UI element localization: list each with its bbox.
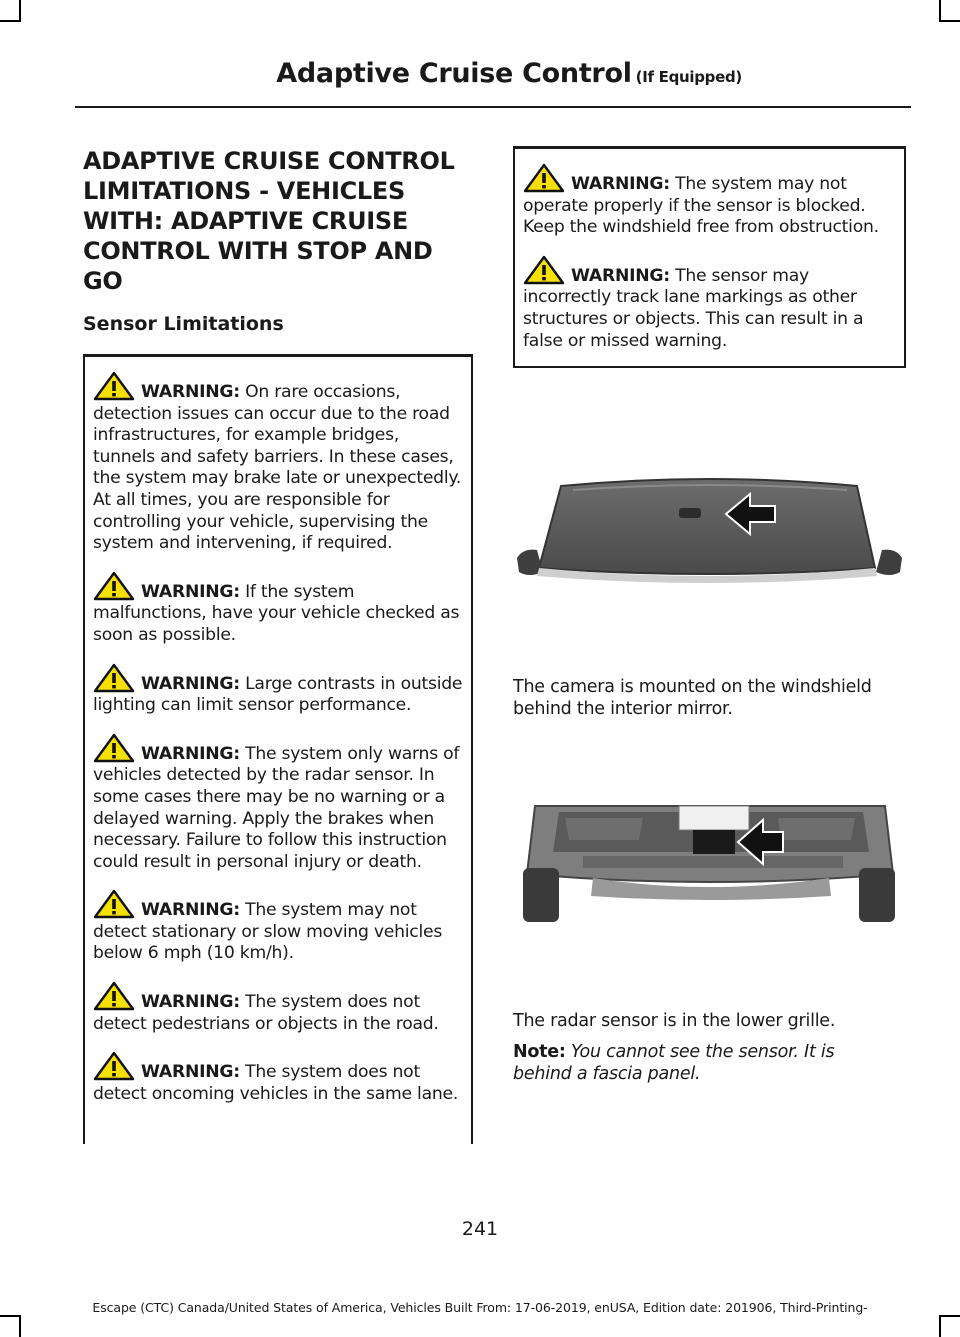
right-warning-box	[513, 146, 906, 368]
crop-mark	[939, 0, 941, 22]
warning-label: WARNING:	[571, 174, 670, 194]
warning-label: WARNING:	[141, 581, 240, 602]
note	[513, 1042, 873, 1085]
warning-text: The system does not detect pedestrians or objects in the road.	[93, 992, 439, 1034]
warning-label: WARNING:	[141, 743, 240, 764]
warning-text: On rare occasions, detection issues can occur due to the road infrastructures, for example bridges, tunnels and safety barriers. In these cases, the system may brake late or unexpectedly. At all times, you are responsible for controlling your vehicle, supervising the system and intervening, if required.	[93, 382, 462, 554]
crop-mark	[939, 20, 960, 22]
warning-item	[93, 733, 463, 874]
crop-mark	[939, 1315, 960, 1317]
warning-item	[93, 1051, 463, 1105]
warning-label: WARNING:	[141, 900, 240, 921]
warning-triangle-icon	[93, 371, 135, 401]
warning-label: WARNING:	[141, 382, 240, 402]
warning-triangle-icon	[93, 663, 135, 693]
windshield-camera-illustration	[513, 468, 906, 588]
warning-item	[93, 663, 463, 717]
header-divider	[75, 106, 911, 108]
warning-label: WARNING:	[141, 673, 240, 694]
crop-mark	[0, 1315, 21, 1317]
warning-item	[93, 981, 463, 1035]
warning-text: The system may not detect stationary or slow moving vehicles below 6 mph (10 km/h).	[93, 900, 443, 964]
warning-item	[93, 371, 463, 555]
warning-triangle-icon	[93, 981, 135, 1011]
warning-triangle-icon	[93, 733, 135, 763]
note-text: You cannot see the sensor. It is behind a fascia panel.	[513, 1042, 835, 1084]
warning-text: The system may not operate properly if the sensor is blocked. Keep the windshield free from obstruction.	[523, 174, 879, 238]
warning-text: The system only warns of vehicles detected by the radar sensor. In some cases there may be no warning or a delayed warning. Apply the brakes when necessary. Failure to follow this instruction could result in personal injury or death.	[93, 743, 460, 872]
radar-caption: The radar sensor is in the lower grille.	[513, 1011, 836, 1031]
right-column	[513, 146, 906, 368]
page-header	[276, 58, 742, 89]
warning-text: Large contrasts in outside lighting can limit sensor performance.	[93, 673, 463, 716]
warning-triangle-icon	[93, 571, 135, 601]
warning-triangle-icon	[93, 889, 135, 919]
crop-mark	[19, 1315, 21, 1337]
left-warning-box	[83, 354, 473, 1144]
warning-triangle-icon	[93, 1051, 135, 1081]
warning-label: WARNING:	[571, 265, 670, 286]
crop-mark	[0, 20, 21, 22]
page-number: 241	[461, 1218, 499, 1240]
radar-grille-illustration	[513, 804, 906, 928]
camera-caption: The camera is mounted on the windshield behind the interior mirror.	[513, 677, 872, 719]
section-title: ADAPTIVE CRUISE CONTROL LIMITATIONS - VEHICLES WITH: ADAPTIVE CRUISE CONTROL WITH STOP AND GO	[83, 147, 455, 295]
warning-triangle-icon	[523, 255, 565, 285]
warning-label: WARNING:	[141, 1062, 240, 1083]
header-title: Adaptive Cruise Control	[276, 58, 632, 89]
warning-item	[93, 571, 463, 647]
crop-mark	[939, 1315, 941, 1337]
subsection-title: Sensor Limitations	[83, 313, 284, 335]
warning-label: WARNING:	[141, 992, 240, 1013]
crop-mark	[19, 0, 21, 22]
warning-text: The sensor may incorrectly track lane markings as other structures or objects. This can result in a false or missed warning.	[523, 265, 864, 351]
footer-text: Escape (CTC) Canada/United States of America, Vehicles Built From: 17-06-2019, enUSA, Edition date: 201906, Third-Printing-	[92, 1300, 868, 1315]
warning-item	[523, 255, 896, 352]
warning-text: The system does not detect oncoming vehicles in the same lane.	[93, 1062, 459, 1104]
left-column	[83, 146, 473, 1144]
warning-item	[523, 163, 896, 239]
header-subtitle: (If Equipped)	[635, 68, 742, 86]
warning-text: If the system malfunctions, have your vehicle checked as soon as possible.	[93, 581, 460, 645]
warning-triangle-icon	[523, 163, 565, 193]
note-label: Note:	[513, 1042, 566, 1062]
warning-item	[93, 889, 463, 965]
